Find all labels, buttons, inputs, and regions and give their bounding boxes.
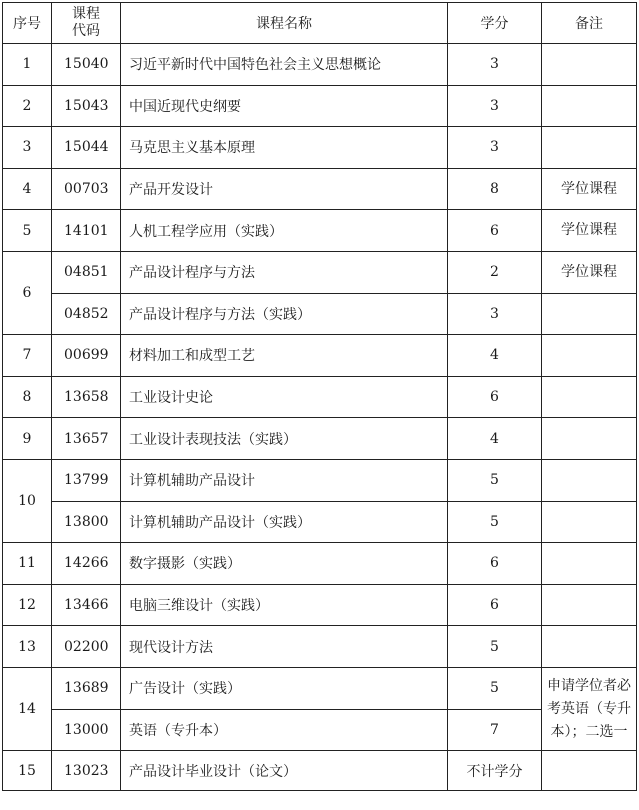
course-note: 申请学位者必考英语（专升本）；二选一 xyxy=(542,667,637,750)
header-code-line2: 代码 xyxy=(72,23,100,39)
row-no: 9 xyxy=(3,418,52,460)
course-code: 13023 xyxy=(52,751,121,791)
course-name: 计算机辅助产品设计 xyxy=(121,459,448,501)
table-row xyxy=(3,44,637,86)
course-code: 13657 xyxy=(52,418,121,460)
course-credit: 4 xyxy=(448,418,542,460)
course-credit: 6 xyxy=(448,584,542,626)
course-credit: 6 xyxy=(448,543,542,585)
row-no: 3 xyxy=(3,127,52,169)
table-row xyxy=(3,501,637,543)
row-no: 12 xyxy=(3,584,52,626)
table-row xyxy=(3,293,637,335)
course-code: 00699 xyxy=(52,335,121,377)
course-name: 习近平新时代中国特色社会主义思想概论 xyxy=(121,44,448,86)
course-credit: 8 xyxy=(448,168,542,210)
course-note xyxy=(542,44,637,86)
course-code: 14101 xyxy=(52,210,121,252)
course-credit: 2 xyxy=(448,251,542,293)
course-table xyxy=(2,2,637,791)
row-no: 8 xyxy=(3,376,52,418)
row-no: 2 xyxy=(3,85,52,127)
course-code: 00703 xyxy=(52,168,121,210)
course-credit: 4 xyxy=(448,335,542,377)
course-code: 15044 xyxy=(52,127,121,169)
course-note xyxy=(542,376,637,418)
course-note xyxy=(542,127,637,169)
course-note xyxy=(542,418,637,460)
course-name: 产品设计程序与方法 xyxy=(121,251,448,293)
table-row xyxy=(3,251,637,293)
course-code: 04851 xyxy=(52,251,121,293)
course-note xyxy=(542,626,637,668)
table-row xyxy=(3,168,637,210)
course-name: 电脑三维设计（实践） xyxy=(121,584,448,626)
course-note xyxy=(542,543,637,585)
course-note: 学位课程 xyxy=(542,168,637,210)
row-no: 10 xyxy=(3,459,52,542)
course-name: 现代设计方法 xyxy=(121,626,448,668)
course-credit: 3 xyxy=(448,85,542,127)
row-no: 5 xyxy=(3,210,52,252)
course-credit: 不计学分 xyxy=(448,751,542,791)
row-no: 14 xyxy=(3,667,52,750)
header-credit: 学分 xyxy=(448,3,542,44)
table-row xyxy=(3,127,637,169)
table-row xyxy=(3,85,637,127)
course-name: 工业设计表现技法（实践） xyxy=(121,418,448,460)
course-name: 材料加工和成型工艺 xyxy=(121,335,448,377)
course-note xyxy=(542,459,637,501)
course-note xyxy=(542,501,637,543)
course-note xyxy=(542,85,637,127)
course-name: 计算机辅助产品设计（实践） xyxy=(121,501,448,543)
table-row xyxy=(3,584,637,626)
course-credit: 3 xyxy=(448,44,542,86)
table-row xyxy=(3,667,637,709)
course-note xyxy=(542,293,637,335)
header-no: 序号 xyxy=(3,3,52,44)
table-row xyxy=(3,418,637,460)
course-credit: 5 xyxy=(448,459,542,501)
course-code: 15043 xyxy=(52,85,121,127)
header-row xyxy=(3,3,637,44)
course-credit: 6 xyxy=(448,210,542,252)
course-name: 工业设计史论 xyxy=(121,376,448,418)
course-credit: 5 xyxy=(448,667,542,709)
table-row xyxy=(3,459,637,501)
course-note xyxy=(542,584,637,626)
course-name: 广告设计（实践） xyxy=(121,667,448,709)
row-no: 11 xyxy=(3,543,52,585)
course-note xyxy=(542,335,637,377)
row-no: 15 xyxy=(3,751,52,791)
course-credit: 5 xyxy=(448,501,542,543)
row-no: 7 xyxy=(3,335,52,377)
course-code: 13689 xyxy=(52,667,121,709)
course-credit: 7 xyxy=(448,709,542,751)
course-code: 13800 xyxy=(52,501,121,543)
table-row xyxy=(3,751,637,791)
header-code-line1: 课程 xyxy=(72,6,100,22)
course-credit: 3 xyxy=(448,127,542,169)
course-note: 学位课程 xyxy=(542,210,637,252)
course-code: 13466 xyxy=(52,584,121,626)
table-row xyxy=(3,543,637,585)
course-credit: 3 xyxy=(448,293,542,335)
table-row xyxy=(3,335,637,377)
course-code: 15040 xyxy=(52,44,121,86)
table-row xyxy=(3,626,637,668)
table-row xyxy=(3,210,637,252)
header-code xyxy=(52,3,121,44)
table-row xyxy=(3,376,637,418)
course-name: 英语（专升本） xyxy=(121,709,448,751)
course-name: 马克思主义基本原理 xyxy=(121,127,448,169)
course-code: 04852 xyxy=(52,293,121,335)
course-name: 产品设计毕业设计（论文） xyxy=(121,751,448,791)
course-note xyxy=(542,751,637,791)
header-name: 课程名称 xyxy=(121,3,448,44)
course-code: 13799 xyxy=(52,459,121,501)
course-name: 产品开发设计 xyxy=(121,168,448,210)
course-note: 学位课程 xyxy=(542,251,637,293)
row-no: 6 xyxy=(3,251,52,334)
header-note: 备注 xyxy=(542,3,637,44)
course-name: 人机工程学应用（实践） xyxy=(121,210,448,252)
course-credit: 6 xyxy=(448,376,542,418)
course-code: 14266 xyxy=(52,543,121,585)
course-name: 中国近现代史纲要 xyxy=(121,85,448,127)
course-code: 02200 xyxy=(52,626,121,668)
course-name: 数字摄影（实践） xyxy=(121,543,448,585)
course-credit: 5 xyxy=(448,626,542,668)
row-no: 4 xyxy=(3,168,52,210)
course-name: 产品设计程序与方法（实践） xyxy=(121,293,448,335)
table-row xyxy=(3,709,637,751)
row-no: 13 xyxy=(3,626,52,668)
row-no: 1 xyxy=(3,44,52,86)
course-code: 13658 xyxy=(52,376,121,418)
course-code: 13000 xyxy=(52,709,121,751)
